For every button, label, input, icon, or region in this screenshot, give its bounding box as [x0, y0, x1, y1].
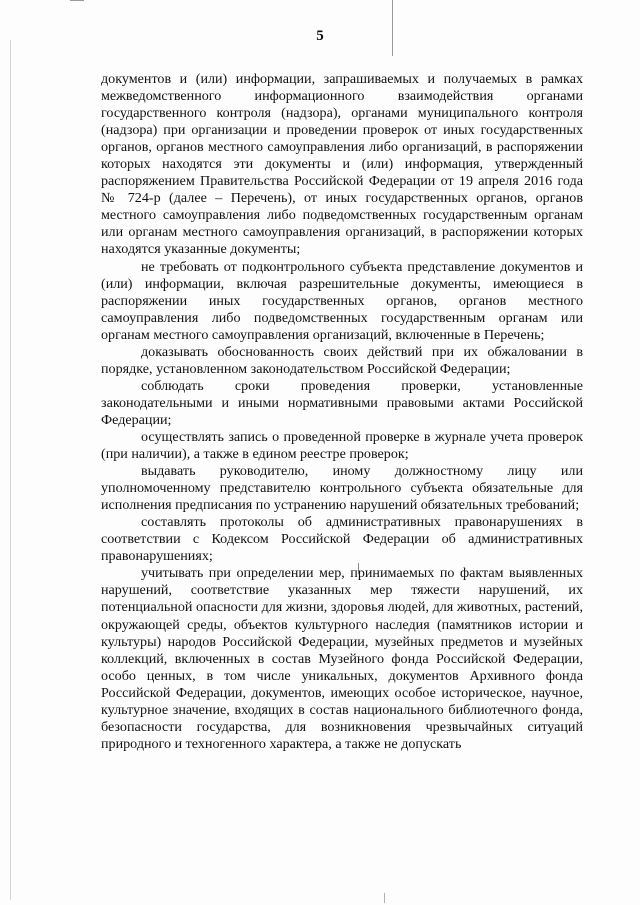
document-body — [101, 71, 583, 753]
paragraph: составлять протоколы об административных правонарушениях в соответствии с Кодексом Российской Федерации об административных правонарушениях; — [101, 514, 583, 565]
paragraph: доказывать обоснованность своих действий при их обжаловании в порядке, установленном законодательством Российской Федерации; — [101, 343, 583, 377]
paragraph-continued: документов и (или) информации, запрашиваемых и получаемых в рамках межведомственного информационного взаимодействия органами государственного контроля (надзора), органами муниципального контроля (надзора) при организации и проведении проверок от иных государственных органов, органов местного самоуправления либо организаций, в распоряжении которых находятся эти документы и (или) информация, утвержденный распоряжением Правительства Российской Федерации от 19 апреля 2016 года № 724-р (далее – Перечень), от иных государственных органов, органов местного самоуправления либо подведомственных государственным органам или органам местного самоуправления организаций, в распоряжении которых находятся указанные документы; — [101, 71, 583, 258]
paragraph: соблюдать сроки проведения проверки, установленные законодательными и иными нормативными правовыми актами Российской Федерации; — [101, 377, 583, 428]
scan-artifact-left-edge — [10, 40, 11, 900]
scan-artifact-top-left — [70, 0, 84, 1]
paragraph: осуществлять запись о проведенной проверке в журнале учета проверок (при наличии), а также в едином реестре проверок; — [101, 428, 583, 463]
page-number: 5 — [316, 28, 324, 44]
paragraph: выдавать руководителю, иному должностному лицу или уполномоченному представителю контрольного субъекта обязательные для исполнения предписания по устранению нарушений обязательных требований; — [101, 463, 583, 514]
scan-artifact-bottom-mark — [384, 893, 385, 903]
paragraph: не требовать от подконтрольного субъекта представление документов и (или) информации, включая разрешительные документы, имеющиеся в распоряжении иных государственных органов, органов местного самоуправления либо подведомственных государственным органам или органам местного самоуправления организаций, включенные в Перечень; — [101, 258, 583, 343]
paragraph: учитывать при определении мер, принимаемых по фактам выявленных нарушений, соответствие указанных мер тяжести нарушений, их потенциальной опасности для жизни, здоровья людей, для животных, растений, окружающей среды, объектов культурного наследия (памятников истории и культуры) народов Российской Федерации, музейных предметов и музейных коллекций, включенных в состав Музейного фонда Российской Федерации, особо ценных, в том числе уникальных, документов Архивного фонда Российской Федерации, документов, имеющих особое историческое, научное, культурное значение, входящих в состав национального библиотечного фонда, безопасности государства, для возникновения чрезвычайных ситуаций природного и техногенного характера, а также не допускать — [101, 565, 583, 752]
